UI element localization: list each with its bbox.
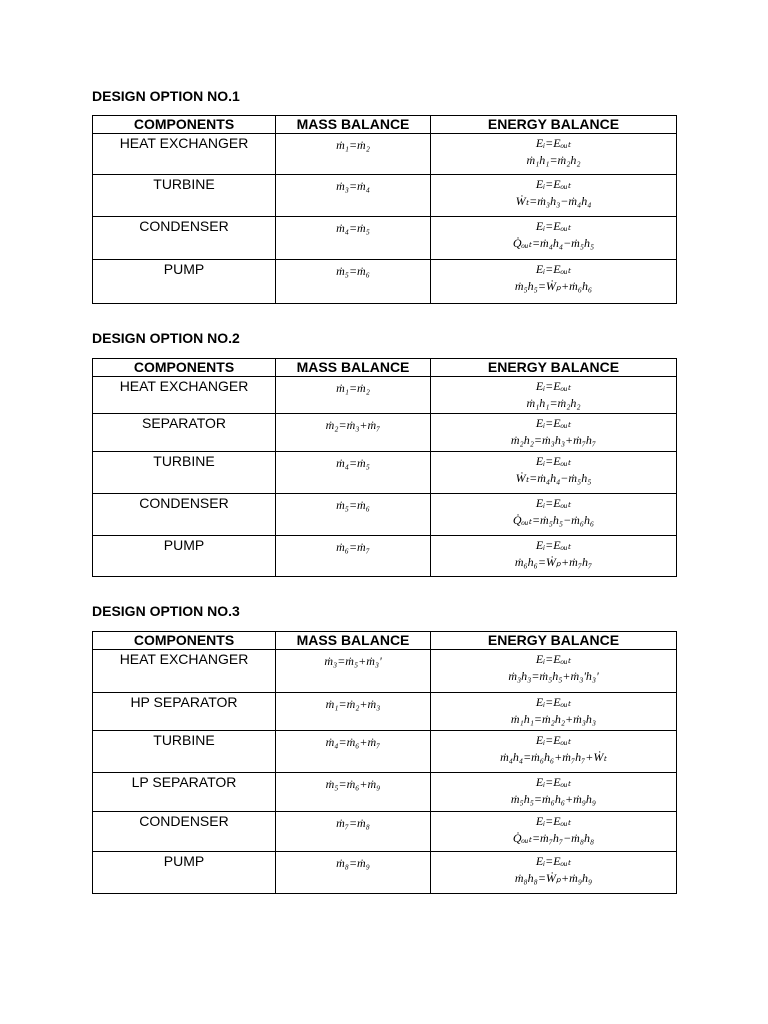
- energy-equation: ṁ₁h₁=ṁ₂h₂+ṁ₃h₃: [510, 712, 597, 726]
- energy-balance: [431, 536, 677, 577]
- energy-equation: Eᵢ=Eₒᵤₜ: [535, 496, 572, 510]
- table-row: [93, 414, 677, 452]
- energy-balance: [431, 731, 677, 773]
- component-name: CONDENSER: [93, 494, 276, 536]
- energy-equation: Q̇ₒᵤₜ=ṁ₇h₇−ṁ₈h₈: [512, 831, 595, 845]
- mass-balance: ṁ₄=ṁ₆+ṁ₇: [276, 731, 431, 773]
- energy-balance: [431, 452, 677, 494]
- header-components: COMPONENTS: [93, 359, 276, 377]
- table-row: [93, 650, 677, 693]
- component-name: TURBINE: [93, 175, 276, 217]
- header-components: COMPONENTS: [93, 116, 276, 134]
- energy-balance: [431, 260, 677, 304]
- component-name: HEAT EXCHANGER: [93, 134, 276, 175]
- energy-equation: Eᵢ=Eₒᵤₜ: [535, 538, 572, 552]
- mass-balance: ṁ₃=ṁ₅+ṁ₃': [276, 650, 431, 693]
- table-row: [93, 536, 677, 577]
- energy-equation: Eᵢ=Eₒᵤₜ: [535, 775, 572, 789]
- energy-equation: ṁ₆h₆=Ẇₚ+ṁ₇h₇: [514, 555, 593, 569]
- energy-equation: Eᵢ=Eₒᵤₜ: [535, 262, 572, 276]
- mass-balance: ṁ₆=ṁ₇: [276, 536, 431, 577]
- table-row: [93, 452, 677, 494]
- table-row: [93, 812, 677, 852]
- energy-equation: ṁ₁h₁=ṁ₂h₂: [526, 396, 581, 410]
- header-energy-balance: ENERGY BALANCE: [431, 116, 677, 134]
- component-name: PUMP: [93, 260, 276, 304]
- energy-equation: Eᵢ=Eₒᵤₜ: [535, 219, 572, 233]
- section-title: DESIGN OPTION NO.2: [92, 330, 240, 346]
- table-row: [93, 773, 677, 812]
- table-row: [93, 134, 677, 175]
- energy-balance: [431, 852, 677, 894]
- energy-balance: [431, 773, 677, 812]
- table-row: [93, 731, 677, 773]
- component-name: CONDENSER: [93, 812, 276, 852]
- energy-equation: Ẇₜ=ṁ₄h₄−ṁ₅h₅: [515, 471, 592, 485]
- header-energy-balance: ENERGY BALANCE: [431, 632, 677, 650]
- energy-balance: [431, 134, 677, 175]
- mass-balance: ṁ₅=ṁ₆: [276, 494, 431, 536]
- energy-equation: ṁ₅h₅=ṁ₆h₆+ṁ₉h₉: [510, 792, 597, 806]
- table-header-row: [93, 359, 677, 377]
- component-name: SEPARATOR: [93, 414, 276, 452]
- section-title: DESIGN OPTION NO.1: [92, 88, 240, 104]
- mass-balance: ṁ₁=ṁ₂: [276, 134, 431, 175]
- design-option-3: [92, 602, 676, 894]
- header-mass-balance: MASS BALANCE: [276, 116, 431, 134]
- table-row: [93, 260, 677, 304]
- mass-balance: ṁ₄=ṁ₅: [276, 452, 431, 494]
- energy-equation: Eᵢ=Eₒᵤₜ: [535, 854, 572, 868]
- component-name: PUMP: [93, 852, 276, 894]
- component-name: PUMP: [93, 536, 276, 577]
- table-row: [93, 693, 677, 731]
- energy-equation: Eᵢ=Eₒᵤₜ: [535, 136, 572, 150]
- component-name: LP SEPARATOR: [93, 773, 276, 812]
- balance-table: [92, 358, 677, 577]
- component-name: TURBINE: [93, 452, 276, 494]
- balance-table: [92, 115, 677, 304]
- table-header-row: [93, 632, 677, 650]
- header-mass-balance: MASS BALANCE: [276, 632, 431, 650]
- energy-equation: Q̇ₒᵤₜ=ṁ₄h₄−ṁ₅h₅: [512, 236, 595, 250]
- mass-balance: ṁ₄=ṁ₅: [276, 217, 431, 260]
- energy-balance: [431, 812, 677, 852]
- energy-balance: [431, 414, 677, 452]
- energy-equation: Eᵢ=Eₒᵤₜ: [535, 733, 572, 747]
- energy-equation: Q̇ₒᵤₜ=ṁ₅h₅−ṁ₆h₆: [512, 513, 595, 527]
- design-option-1: [92, 87, 676, 304]
- mass-balance: ṁ₇=ṁ₈: [276, 812, 431, 852]
- energy-balance: [431, 377, 677, 414]
- design-option-2: [92, 329, 676, 577]
- header-energy-balance: ENERGY BALANCE: [431, 359, 677, 377]
- energy-equation: ṁ₅h₅=Ẇₚ+ṁ₆h₆: [514, 279, 593, 293]
- section-title: DESIGN OPTION NO.3: [92, 603, 240, 619]
- mass-balance: ṁ₁=ṁ₂+ṁ₃: [276, 693, 431, 731]
- component-name: HEAT EXCHANGER: [93, 377, 276, 414]
- energy-equation: Eᵢ=Eₒᵤₜ: [535, 454, 572, 468]
- header-components: COMPONENTS: [93, 632, 276, 650]
- component-name: TURBINE: [93, 731, 276, 773]
- mass-balance: ṁ₅=ṁ₆: [276, 260, 431, 304]
- energy-equation: Ẇₜ=ṁ₃h₃−ṁ₄h₄: [515, 194, 592, 208]
- energy-equation: Eᵢ=Eₒᵤₜ: [535, 814, 572, 828]
- energy-balance: [431, 650, 677, 693]
- component-name: HP SEPARATOR: [93, 693, 276, 731]
- energy-balance: [431, 217, 677, 260]
- component-name: CONDENSER: [93, 217, 276, 260]
- header-mass-balance: MASS BALANCE: [276, 359, 431, 377]
- energy-balance: [431, 175, 677, 217]
- energy-equation: ṁ₁h₁=ṁ₂h₂: [526, 153, 581, 167]
- energy-equation: ṁ₂h₂=ṁ₃h₃+ṁ₇h₇: [510, 433, 597, 447]
- mass-balance: ṁ₅=ṁ₆+ṁ₉: [276, 773, 431, 812]
- energy-equation: ṁ₃h₃=ṁ₅h₅+ṁ₃'h₃': [508, 669, 599, 683]
- mass-balance: ṁ₂=ṁ₃+ṁ₇: [276, 414, 431, 452]
- mass-balance: ṁ₈=ṁ₉: [276, 852, 431, 894]
- table-row: [93, 175, 677, 217]
- table-row: [93, 494, 677, 536]
- energy-balance: [431, 494, 677, 536]
- table-row: [93, 217, 677, 260]
- balance-table: [92, 631, 677, 894]
- energy-balance: [431, 693, 677, 731]
- energy-equation: Eᵢ=Eₒᵤₜ: [535, 695, 572, 709]
- mass-balance: ṁ₁=ṁ₂: [276, 377, 431, 414]
- mass-balance: ṁ₃=ṁ₄: [276, 175, 431, 217]
- energy-equation: ṁ₈h₈=Ẇₚ+ṁ₉h₉: [514, 871, 593, 885]
- energy-equation: Eᵢ=Eₒᵤₜ: [535, 652, 572, 666]
- energy-equation: Eᵢ=Eₒᵤₜ: [535, 379, 572, 393]
- energy-equation: ṁ₄h₄=ṁ₆h₆+ṁ₇h₇+Ẇₜ: [500, 750, 607, 764]
- component-name: HEAT EXCHANGER: [93, 650, 276, 693]
- table-row: [93, 377, 677, 414]
- energy-equation: Eᵢ=Eₒᵤₜ: [535, 416, 572, 430]
- table-header-row: [93, 116, 677, 134]
- energy-equation: Eᵢ=Eₒᵤₜ: [535, 177, 572, 191]
- table-row: [93, 852, 677, 894]
